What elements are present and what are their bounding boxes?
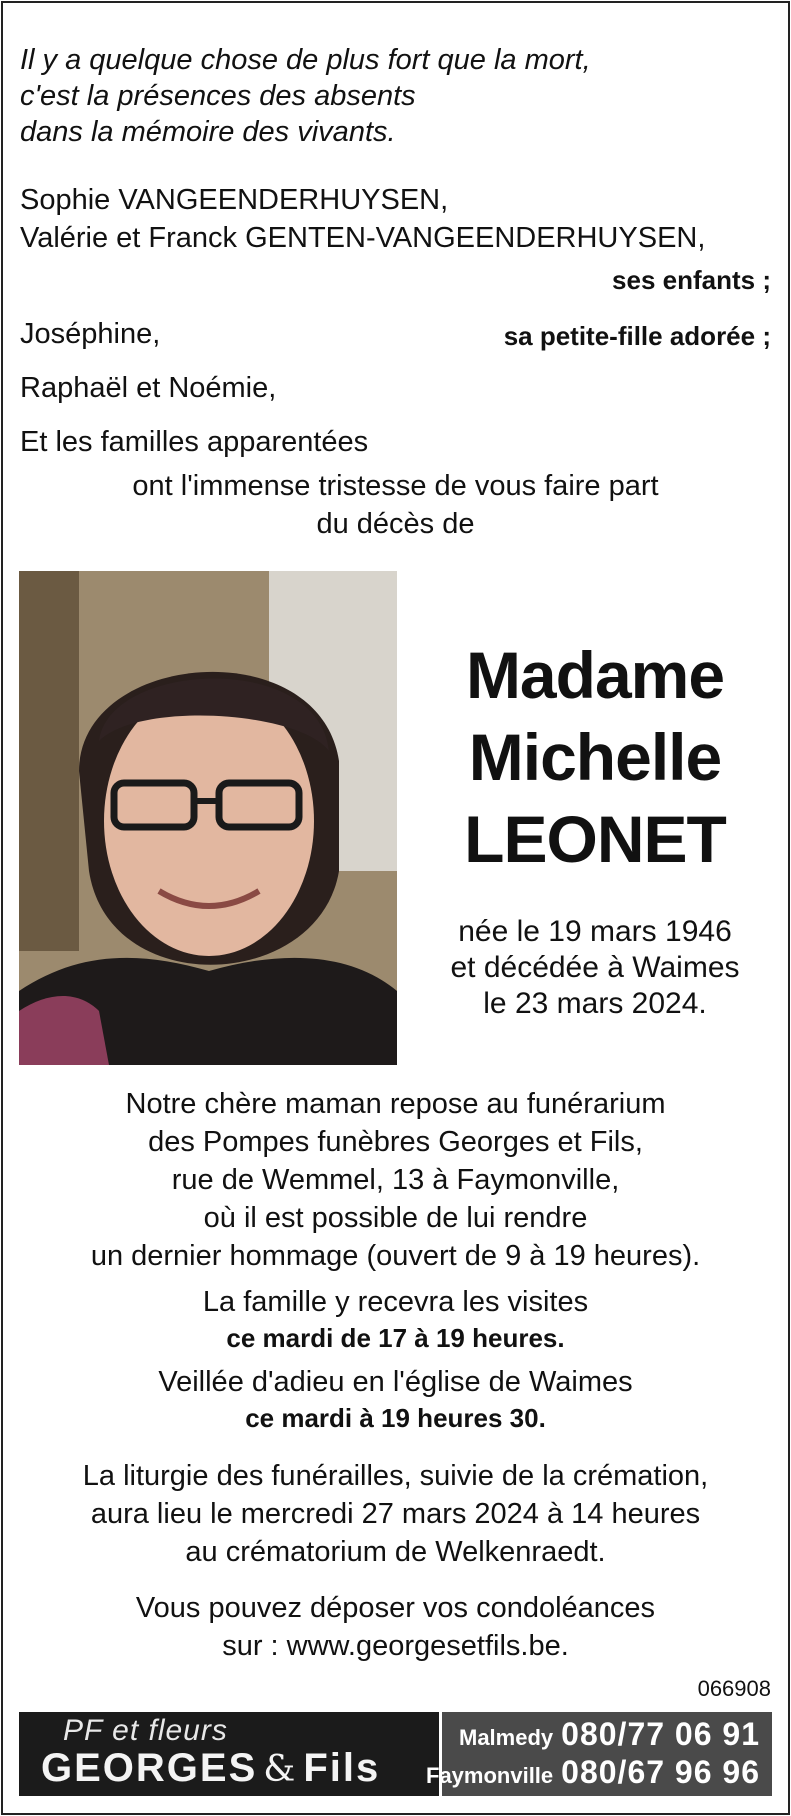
liturgy-line: au crématorium de Welkenraedt. (185, 1536, 606, 1568)
logo-brand-right: Fils (303, 1746, 381, 1790)
deceased-last-name: LEONET (464, 802, 726, 876)
logo-tagline: PF et fleurs (63, 1714, 228, 1747)
other-relatives: Raphaël et Noémie, (20, 372, 277, 404)
vigil-line: Veillée d'adieu en l'église de Waimes (158, 1366, 633, 1398)
birth-date: née le 19 mars 1946 (458, 915, 732, 948)
phone-city: Faymonville (426, 1763, 554, 1788)
funerarium-line: rue de Wemmel, 13 à Faymonville, (171, 1164, 620, 1196)
related-families: Et les familles apparentées (20, 426, 369, 458)
deceased-first-name: Michelle (468, 720, 722, 794)
quote-line: Il y a quelque chose de plus fort que la mort, (20, 44, 591, 76)
funerarium-line: Notre chère maman repose au funérarium (125, 1088, 666, 1120)
condolences-line: Vous pouvez déposer vos condoléances (135, 1592, 656, 1624)
deceased-title: Madame (465, 638, 725, 712)
phone-number[interactable]: 080/67 96 96 (561, 1754, 760, 1790)
death-date: le 23 mars 2024. (483, 987, 707, 1020)
quote-line: dans la mémoire des vivants. (20, 116, 396, 148)
opening-quote (20, 42, 760, 150)
visits-time: ce mardi de 17 à 19 heures. (226, 1323, 565, 1353)
logo-wordmark (41, 1746, 380, 1791)
announcement-line: ont l'immense tristesse de vous faire part (132, 470, 659, 502)
condolences-link[interactable]: sur : www.georgesetfils.be. (222, 1630, 569, 1662)
funerarium-line: où il est possible de lui rendre (203, 1202, 588, 1234)
liturgy-line: La liturgie des funérailles, suivie de la crémation, (82, 1460, 709, 1492)
granddaughter-name: Joséphine, (20, 318, 161, 350)
funerarium-line: des Pompes funèbres Georges et Fils, (148, 1126, 643, 1158)
phone-number[interactable]: 080/77 06 91 (561, 1716, 760, 1752)
child-name-1: Sophie VANGEENDERHUYSEN, (20, 184, 449, 216)
child-name-2: Valérie et Franck GENTEN-VANGEENDERHUYSEN, (20, 222, 706, 254)
announcement-line: du décès de (316, 508, 475, 540)
logo-ampersand: & (263, 1749, 298, 1790)
phone-row-faymonville (426, 1754, 760, 1791)
children-role: ses enfants ; (612, 265, 771, 295)
phone-city: Malmedy (459, 1725, 554, 1750)
logo-brand-left: GEORGES (41, 1746, 258, 1790)
death-place: et décédée à Waimes (450, 951, 740, 984)
portrait-photo (19, 571, 397, 1065)
reference-number: 066908 (697, 1676, 771, 1701)
funeral-home-banner (19, 1712, 772, 1796)
granddaughter-role: sa petite-fille adorée ; (503, 321, 771, 351)
visits-line: La famille y recevra les visites (202, 1286, 589, 1318)
funerarium-line: un dernier hommage (ouvert de 9 à 19 heures). (90, 1240, 701, 1272)
vigil-time: ce mardi à 19 heures 30. (245, 1403, 546, 1433)
phone-panel (426, 1712, 772, 1796)
liturgy-line: aura lieu le mercredi 27 mars 2024 à 14 heures (90, 1498, 701, 1530)
funeral-home-logo (31, 1712, 451, 1796)
phone-row-malmedy (459, 1716, 760, 1753)
quote-line: c'est la présences des absents (20, 80, 416, 112)
